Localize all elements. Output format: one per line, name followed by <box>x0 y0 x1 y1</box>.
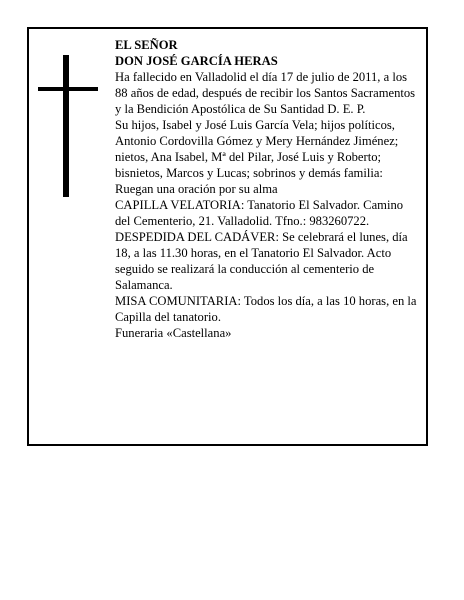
obituary-text <box>115 37 420 341</box>
heading-title: EL SEÑOR <box>115 38 178 52</box>
farewell-info: DESPEDIDA DEL CADÁVER: Se celebrará el lunes, día 18, a las 11.30 horas, en el Tanatorio El Salvador. Acto seguido se realizará la conducción al cementerio de Salamanca. <box>115 230 408 292</box>
wake-chapel-info: CAPILLA VELATORIA: Tanatorio El Salvador. Camino del Cementerio, 21. Valladolid. Tfno.: 983260722. <box>115 198 404 228</box>
cross-icon <box>38 55 98 197</box>
mass-info: MISA COMUNITARIA: Todos los día, a las 10 horas, en la Capilla del tanatorio. <box>115 294 417 324</box>
cross-horizontal-bar <box>38 87 98 91</box>
prayer-request: Ruegan una oración por su alma <box>115 182 278 196</box>
family-list: Su hijos, Isabel y José Luis García Vela; hijos políticos, Antonio Cordovilla Gómez y Mery Hernández Jiménez; nietos, Ana Isabel, Mª del Pilar, José Luis y Roberto; bisnietos, Marcos y Lucas; sobrinos y demás familia: <box>115 118 399 180</box>
cross-vertical-bar <box>63 55 69 197</box>
death-announcement: Ha fallecido en Valladolid el día 17 de julio de 2011, a los 88 años de edad, después de recibir los Santos Sacramentos y la Bendición Apostólica de Su Santidad D. E. P. <box>115 70 416 116</box>
funeral-home: Funeraria «Castellana» <box>115 326 232 340</box>
deceased-name: DON JOSÉ GARCÍA HERAS <box>115 54 278 68</box>
